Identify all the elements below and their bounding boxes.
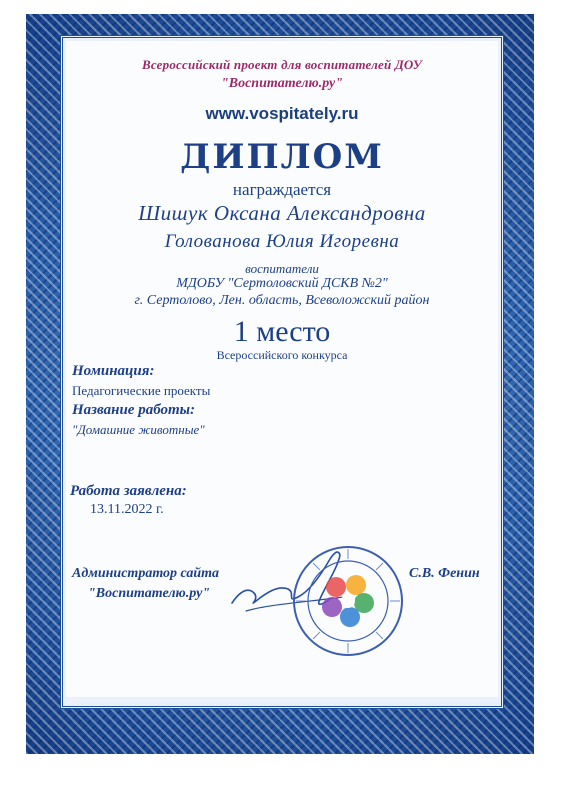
submission-date-label: Работа заявлена: xyxy=(70,483,187,499)
work-title-label: Название работы: xyxy=(72,402,196,418)
site-url: www.vospitately.ru xyxy=(205,104,359,123)
recipient-role: воспитатели xyxy=(245,261,319,276)
organization: МДОБУ "Сертоловский ДСКВ №2" xyxy=(176,276,388,291)
recipient-name: Голованова Юлия Игоревна xyxy=(164,231,400,252)
submission-date-value: 13.11.2022 г. xyxy=(90,502,164,517)
work-title-value: "Домашние животные" xyxy=(72,422,205,437)
contest-name: Всероссийского конкурса xyxy=(216,348,348,362)
diploma-content xyxy=(66,41,498,697)
admin-title: Администратор сайта xyxy=(72,566,220,581)
nomination-label: Номинация: xyxy=(72,363,155,379)
address: г. Сертолово, Лен. область, Всеволожский район xyxy=(134,293,430,308)
recipient-name: Шишук Оксана Александровна xyxy=(138,201,426,225)
diploma-title: ДИПЛОМ xyxy=(180,137,384,177)
nomination-value: Педагогические проекты xyxy=(72,383,211,398)
signer-name: С.В. Фенин xyxy=(409,566,480,581)
seal-stamp xyxy=(288,541,408,661)
awarded-text: награждается xyxy=(232,180,332,199)
place-award: 1 место xyxy=(233,315,331,348)
project-name: "Воспитателю.ру" xyxy=(220,76,344,91)
admin-site-name: "Воспитателю.ру" xyxy=(88,586,211,601)
project-line: Всероссийский проект для воспитателей ДОУ xyxy=(141,57,422,72)
